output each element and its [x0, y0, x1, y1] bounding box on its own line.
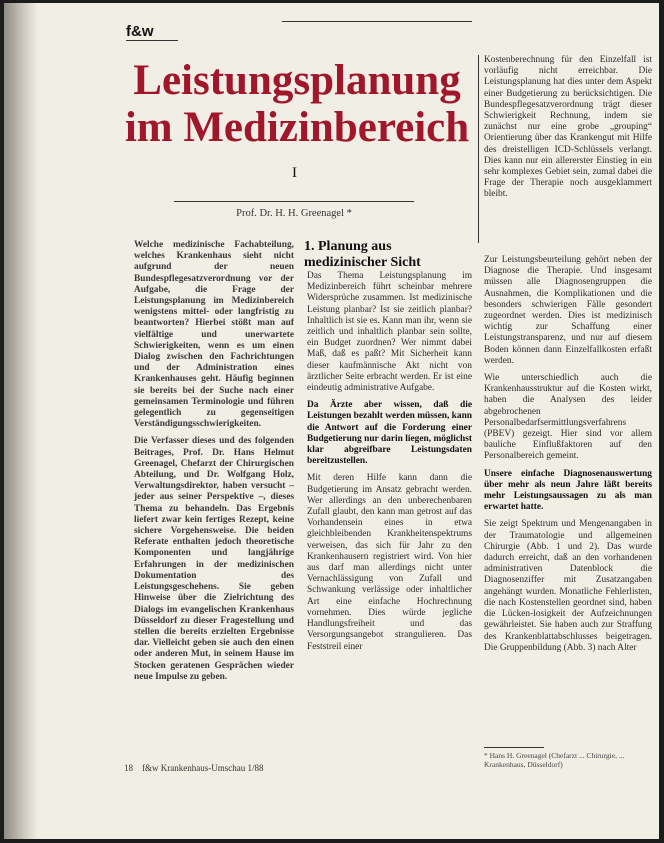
body-paragraph: Wie unterschiedlich auch die Krankenhausstruktur auf die Kosten wirkt, haben die Analysen des leider abgebrochenen Personalbedarfsermittlungsverfahrens (PBEV) gezeigt. Hier sind vor allem bauliche Einflußfaktoren auf den Personalbereich gemeint. — [484, 373, 652, 462]
page-footer — [124, 763, 263, 773]
page-number: 18 — [124, 763, 133, 773]
body-paragraph: Zur Leistungsbeurteilung gehört neben der Diagnose die Therapie. Und insgesamt müssen alle Diagnosengruppen die Ausnahmen, die Komplikationen und die besonders schwierigen Fälle gesondert zugeordnet werden. Dies ist medizinisch wichtig zur Schaffung einer Leistungstransparenz, und nur auf diesem Boden können dann Einzelfallkosten erfaßt werden. — [484, 255, 652, 366]
middle-column — [307, 271, 472, 755]
right-top-column: Kostenberechnung für den Einzelfall ist vorläufig nicht erreichbar. Die Leistungsplanung hat dies unter dem Aspekt einer Budgetierung zu berücksichtigen. Die Bundespflegesatzverordnung trägt dieser Schwierigkeit Rechnung, indem sie zunächst nur eine grobe „grouping“ Orientierung über das Krankengut mit Hilfe des dreistelligen ICD-Schlüssels verlangt. Dies kann nur ein allererster Einstieg in ein sehr komplexes Gebiet sein, zumal dabei die Frage der Therapie noch ausgeklammert bleibt. — [484, 55, 652, 200]
column-divider — [478, 55, 479, 243]
body-paragraph: Das Thema Leistungsplanung im Medizinbereich führt scheinbar mehrere Widersprüche zusammen. Ist medizinische Leistung planbar? Ist sie zeitlich planbar? Inhaltlich ist sie es. Kann man ihr, wenn sie zeitlich und inhaltlich planbar sein sollte, ein Budget zuordnen? Wer nimmt dabei Maß, daß es paßt? Mit Sicherheit kann dieser kaufmännische Akt nicht von ärztlicher Seite erbracht werden. Er ist eine eindeutig administrative Aufgabe. — [307, 271, 472, 394]
body-paragraph: Mit deren Hilfe kann dann die Budgetierung im Ansatz gebracht werden. Wer allerdings an den unberechenbaren Zufall glaubt, den kann man getrost auf das Vorhandensein eines in etwa gleichbleibenden Krankheitenspektrums verweisen, das sich für Jahr zu den Krankenhausern registriert wird. Von hier aus darf man allerdings nicht unter Vernachlässigung von Zufall und Schwankung verlässige oder inhaltlicher Art eine einfache Hochrechnung vornehmen. Dies würde jegliche Handlungsfreiheit und das Versorgungsangebot strangulieren. Das Feststreil einer — [307, 473, 472, 652]
section-heading: 1. Planung aus medizinischer Sicht — [304, 239, 421, 270]
footnote: * Hans H. Greenagel (Chefarzt ... Chirurgie, ... Krankenhaus, Düsseldorf) — [484, 751, 625, 769]
logo-rule — [126, 40, 178, 41]
highlight-paragraph: Da Ärzte aber wissen, daß die Leistungen bezahlt werden müssen, kann die Antwort auf die Forderung einer Budgetierung nur darin liegen, möglichst klar abgreifbare Leistungsdaten bereitzustellen. — [307, 400, 472, 467]
journal-logo: f&w — [126, 23, 154, 40]
intro-paragraph: Die Verfasser dieses und des folgenden Beitrages, Prof. Dr. Hans Helmut Greenagel, Chefarzt der Chirurgischen Abteilung, und Dr. Wolfgang Holz, Verwaltungsdirektor, haben versucht – jeder aus seiner Perspektive –, dieses Thema zu behandeln. Das Ergebnis liefert zwar kein fertiges Rezept, keine sichere Vorgehensweise. Die beiden Referate enthalten jedoch theoretische Komponenten und langjährige Erfahrungen in der medizinischen Dokumentation des Leistungsgeschehens. Sie geben Hinweise über die Zielrichtung des Dialogs im evangelischen Krankenhaus Düsseldorf zu dieser Fragestellung und stellen die bereits erzielten Ergebnisse dar. Vielleicht geben sie auch den einen oder anderen Mut, in seinem Hause im Stocken geratenen Gesprächen wieder neue Impulse zu geben. — [134, 436, 294, 682]
article-title: Leistungsplanung im Medizinbereich — [124, 57, 470, 151]
intro-column — [134, 240, 294, 750]
footnote-rule — [484, 747, 544, 748]
binding-shadow — [4, 3, 38, 839]
part-number: I — [292, 165, 297, 181]
page — [4, 3, 659, 839]
right-column — [484, 255, 652, 745]
journal-reference: f&w Krankenhaus-Umschau 1/88 — [142, 763, 264, 773]
intro-paragraph: Welche medizinische Fachabteilung, welches Krankenhaus sieht nicht aufgrund der neuen Bundespflegesatzverordnung vor der Aufgabe, die Frage der Leistungsplanung im Medizinbereich wenigstens mittel- oder langfristig zu beantworten? Hierbei stößt man auf vielfältige und unerwartete Schwierigkeiten, wenn es um einen Dialog zwischen den Fachrichtungen und der Administration eines Krankenhauses geht. Häufig beginnen sie bereits bei der Suche nach einer gemeinsamen Terminologie und führen gelegentlich zu gegenseitigen Verständigungsschwierigkeiten. — [134, 240, 294, 430]
author-line: Prof. Dr. H. H. Greenagel * — [236, 208, 352, 219]
body-paragraph: Sie zeigt Spektrum und Mengenangaben in der Traumatologie und allgemeinen Chirurgie (Abb. 1 und 2). Das wurde dadurch erreicht, daß an den vorhandenen administrativen Datenblock die Diagnosenziffer mit Zusatzangaben angehängt wurden. Monatliche Fehlerlisten, die nach Kostenstellen geordnet sind, haben die Lücken-losigkeit der Aufzeichnungen gewährleistet. Sie haben auch zur Straffung des Krankenblattabschlusses beigetragen. Die Gruppenbildung (Abb. 3) nach Alter — [484, 519, 652, 653]
header-rule — [282, 21, 472, 22]
author-rule — [174, 201, 414, 202]
highlight-paragraph: Unsere einfache Diagnosenauswertung über mehr als neun Jahre läßt bereits mehr Leistungsaussagen zu als man erwartet hatte. — [484, 468, 652, 513]
